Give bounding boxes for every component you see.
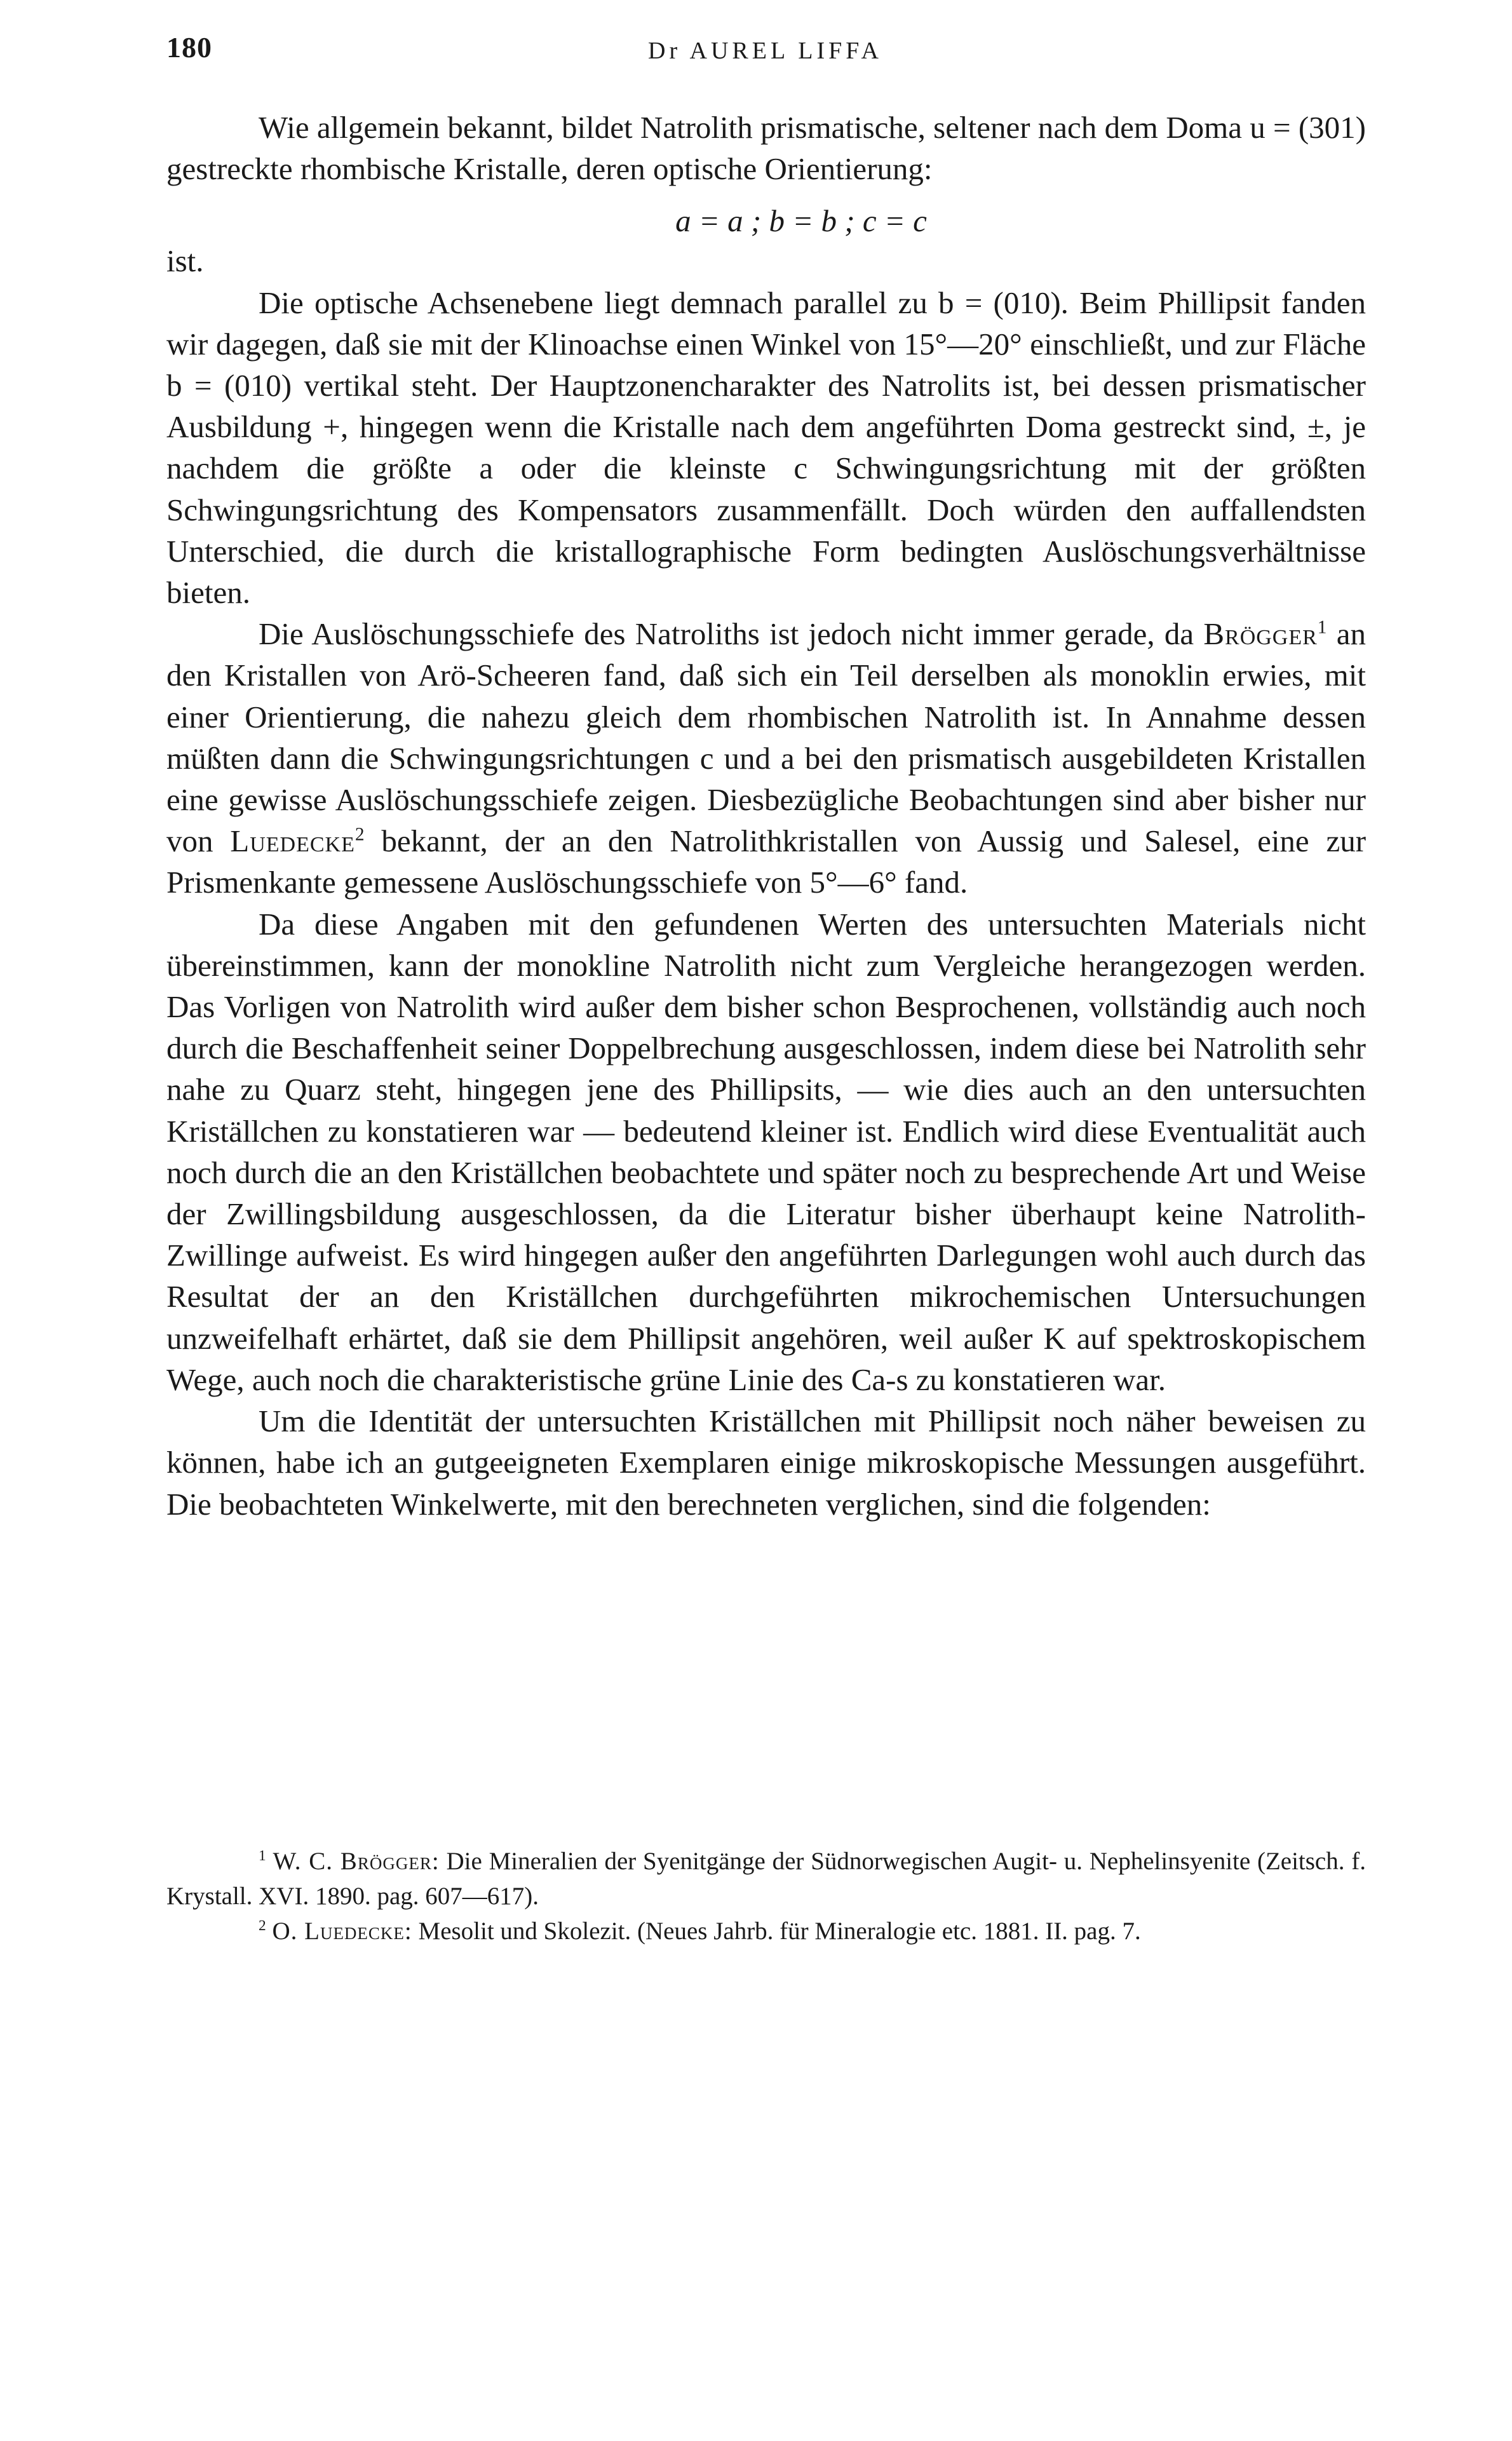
footnote-1 bbox=[166, 1844, 1366, 1914]
footnotes bbox=[166, 1844, 1366, 1949]
footnote-ref-2: 2 bbox=[354, 824, 365, 845]
author-broegger: Brögger bbox=[1203, 616, 1318, 652]
paragraph-3-middle: an den Kristallen von Arö-Scheeren fand, daß sich ein Teil derselben als monoklin erwies, mit einer Orientierung, die nahezu gleich dem rhombischen Natrolith ist. In Annahme dessen müßten dann die Schwingungsrichtungen c und a bei den prismatisch ausgebildeten Kristallen eine gewisse Auslöschungsschiefe zeigen. Diesbezügliche Beobachtungen sind aber bisher nur von bbox=[166, 616, 1366, 859]
running-head: Dr AUREL LIFFA bbox=[648, 37, 882, 64]
footnote-2 bbox=[166, 1914, 1366, 1949]
paragraph-3 bbox=[166, 613, 1366, 903]
footnote-ref-1: 1 bbox=[1317, 617, 1327, 638]
page-number: 180 bbox=[166, 31, 212, 64]
footnote-1-text: Die Mineralien der Syenitgänge der Südnorwegischen Augit- u. Nephelinsyenite (Zeitsch. f. Krystall. XVI. 1890. pag. 607—617). bbox=[166, 1848, 1367, 1910]
author-luedecke: Luedecke bbox=[230, 823, 355, 859]
body-text bbox=[166, 107, 1366, 1525]
footnote-mark-2: 2 bbox=[259, 1917, 266, 1934]
paragraph-3-start: Die Auslöschungsschiefe des Natroliths ist jedoch nicht immer gerade, da bbox=[259, 616, 1194, 652]
formula-orientation: a = a ; b = b ; c = c bbox=[675, 203, 927, 239]
paragraph-1: Wie allgemein bekannt, bildet Natrolith prismatische, seltener nach dem Doma u = (301) gestreckte rhombische Kristalle, deren optische Orientierung: bbox=[166, 110, 1366, 187]
footnote-mark-1: 1 bbox=[259, 1848, 266, 1864]
footnote-2-text: Mesolit und Skolezit. (Neues Jahrb. für Mineralogie etc. 1881. II. pag. 7. bbox=[418, 1917, 1141, 1945]
paragraph-5: Um die Identität der untersuchten Kriställchen mit Phillipsit noch näher beweisen zu können, habe ich an gutgeeigneten Exemplaren einige mikroskopische Messungen ausgeführt. Die beobachteten Winkelwerte, mit den berechneten verglichen, sind die folgenden: bbox=[166, 1403, 1366, 1522]
paragraph-3-end: bekannt, der an den Natrolithkristallen von Aussig und Salesel, eine zur Prismenkante gemessene Auslöschungsschiefe von 5°—6° fand. bbox=[166, 823, 1367, 900]
paragraph-4: Da diese Angaben mit den gefundenen Werten des untersuchten Materials nicht übereinstimmen, kann der monokline Natrolith nicht zum Vergleiche herangezogen werden. Das Vorligen von Natrolith wird außer dem bisher schon Besprochenen, vollständig auch noch durch die Beschaffenheit seiner Doppelbrechung ausgeschlossen, indem diese bei Natrolith sehr nahe zu Quarz steht, hingegen jene des Phillipsits, — wie dies auch an den untersuchten Kriställchen zu konstatieren war — bedeutend kleiner ist. Endlich wird diese Eventualität auch noch durch die an den Kriställchen beobachtete und später noch zu besprechende Art und Weise der Zwillingsbildung ausgeschlossen, da die Literatur bisher überhaupt keine Natrolith-Zwillinge aufweist. Es wird hingegen außer den angeführten Darlegungen wohl auch durch das Resultat der an den Kriställchen durchgeführten mikrochemischen Untersuchungen unzweifelhaft erhärtet, daß sie dem Phillipsit angehören, weil außer K auf spektroskopischem Wege, auch noch die charakteristische grüne Linie des Ca-s zu konstatieren war. bbox=[166, 906, 1366, 1397]
paragraph-ist: ist. bbox=[166, 243, 204, 279]
paragraph-2: Die optische Achsenebene liegt demnach parallel zu b = (010). Beim Phillipsit fanden wir dagegen, daß sie mit der Klinoachse einen Winkel von 15°—20° einschließt, und zur Fläche b = (010) vertikal steht. Der Hauptzonencharakter des Natrolits ist, bei dessen prismatischer Ausbildung +, hingegen wenn die Kristalle nach dem angeführten Doma gestreckt sind, ±, je nachdem die größte a oder die kleinste c Schwingungsrichtung mit der größten Schwingungsrichtung des Kompensators zusammenfällt. Doch würden den auffallendsten Unterschied, die durch die kristallographische Form bedingten Auslöschungsverhältnisse bieten. bbox=[166, 285, 1366, 611]
footnote-2-author: O. Luedecke: bbox=[272, 1917, 412, 1945]
footnote-1-author: W. C. Brögger: bbox=[273, 1848, 440, 1875]
